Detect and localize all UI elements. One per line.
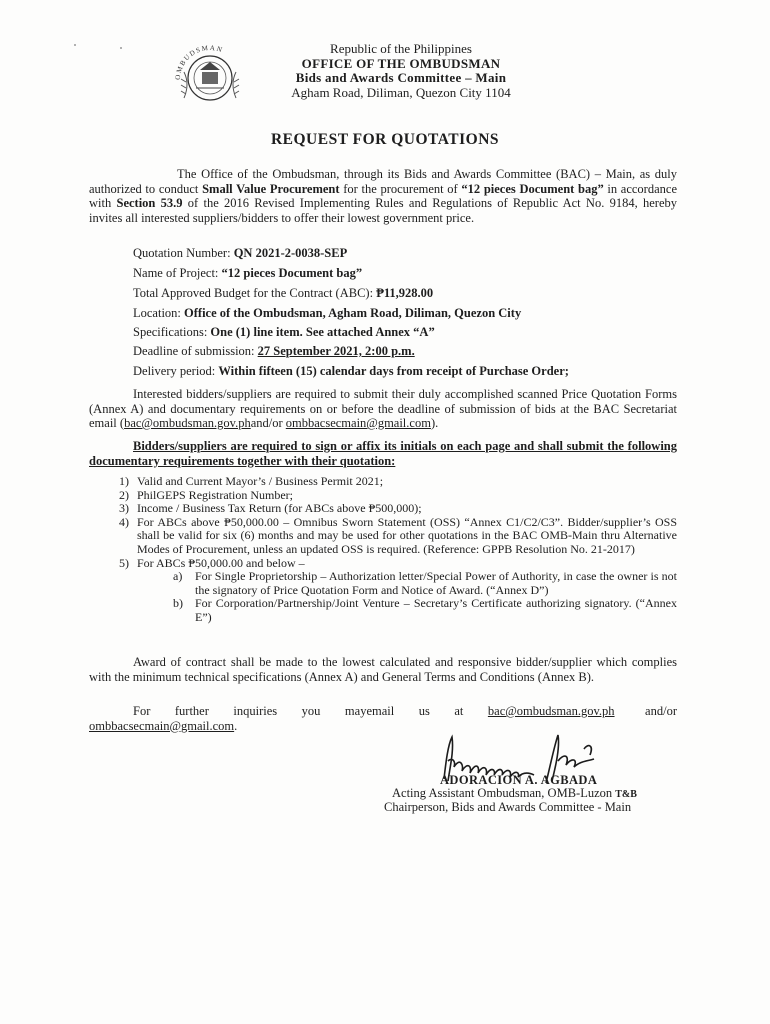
sub-list-item-letter: b)	[173, 596, 183, 611]
document-title: REQUEST FOR QUOTATIONS	[270, 131, 500, 148]
list-item	[119, 557, 677, 571]
submission-paragraph	[89, 387, 677, 431]
detail-label: Specifications:	[133, 325, 211, 339]
sub-list-item-letter: a)	[173, 569, 183, 584]
detail-quotation-number	[133, 246, 693, 260]
letterhead-bac: Bids and Awards Committee – Main	[295, 70, 507, 85]
list-item-text: For ABCs ₱50,000.00 and below –	[137, 555, 305, 570]
signatory-name: ADORACION A. AGBADA	[440, 773, 598, 787]
list-item	[119, 516, 677, 557]
detail-label: Location:	[133, 306, 185, 320]
sub-list-item-text: For Single Proprietorship – Authorization letter/Special Power of Authority, in case the owner is not the signatory of Price Quotation Form and Notice of Award. (“Annex D”)	[195, 569, 677, 597]
award-paragraph	[89, 655, 677, 684]
list-item-text: Income / Business Tax Return (for ABCs above ₱500,000);	[137, 501, 422, 516]
detail-value: Office of the Ombudsman, Agham Road, Diliman, Quezon City	[184, 306, 522, 320]
list-item-number: 1)	[119, 474, 129, 488]
seal-text: OMBUDSMAN	[173, 43, 225, 81]
sub-list-item-text: For Corporation/Partnership/Joint Venture – Secretary’s Certificate authorizing signatory. (“Annex E”)	[195, 596, 677, 624]
detail-location	[133, 306, 693, 320]
signatory-chair: Chairperson, Bids and Awards Committee - Main	[384, 800, 632, 814]
detail-label: Delivery period:	[133, 364, 219, 378]
award-text: Award of contract shall be made to the lowest calculated and responsive bidder/supplier which complies with the minimum technical specifications (Annex A) and General Terms and Conditions (Annex B).	[89, 655, 677, 684]
bac-email-link[interactable]: bac@ombudsman.gov.ph	[124, 416, 251, 430]
detail-project-name	[133, 266, 693, 280]
intro-procurement-mode: Small Value Procurement	[202, 181, 340, 196]
scan-speck	[74, 44, 76, 46]
detail-label: Total Approved Budget for the Contract (ABC):	[133, 286, 377, 300]
list-item-number: 3)	[119, 501, 129, 516]
detail-deadline	[133, 344, 693, 358]
inquiries-end: .	[234, 718, 238, 733]
scan-speck	[120, 47, 122, 49]
intro-section: Section 53.9	[116, 196, 183, 210]
intro-project-name: “12 pieces Document bag”	[461, 181, 604, 196]
list-item	[119, 502, 677, 516]
detail-value: 27 September 2021, 2:00 p.m.	[257, 344, 415, 358]
signatory-initials: T&B	[615, 789, 637, 800]
letterhead	[256, 42, 546, 100]
requirements-heading	[89, 439, 677, 468]
sub-list-item	[173, 570, 677, 597]
detail-value: One (1) line item. See attached Annex “A”	[210, 325, 435, 339]
detail-value: ₱11,928.00	[376, 286, 434, 300]
list-item-number: 2)	[119, 487, 129, 502]
submission-text: Interested bidders/suppliers are required to submit their duly accomplished scanned Price Quotation Forms (Annex A) and documentary requirements on or before the deadline of submission of bids at the BAC Secretariat email (	[89, 387, 677, 430]
detail-abc	[133, 286, 693, 300]
detail-label: Quotation Number:	[133, 246, 234, 260]
inquiries-and-or: and/or	[614, 704, 677, 718]
list-item-number: 5)	[119, 555, 129, 570]
ombudsman-seal-icon	[166, 40, 254, 110]
detail-value: QN 2021-2-0038-SEP	[233, 246, 348, 260]
intro-text-3: in accordance with	[89, 181, 677, 210]
detail-delivery-period	[133, 364, 693, 378]
detail-label: Name of Project:	[133, 266, 222, 280]
detail-label: Deadline of submission:	[133, 344, 258, 358]
requirements-heading-text: Bidders/suppliers are required to sign or affix its initials on each page and shall submit the following documentary requirements together with their quotation:	[89, 439, 677, 468]
signatory-position	[392, 786, 637, 801]
list-item-text: For ABCs above ₱50,000.00 – Omnibus Sworn Statement (OSS) “Annex C1/C2/C3”. Bidder/supplier’s OSS shall be valid for six (6) months and may be used for other quotations in the BAC OMB-Main thru Alternative Modes of Procurement, unless an updated OSS is required. (Reference: GPPB Resolution No. 21-2017)	[137, 514, 677, 556]
letterhead-office: OFFICE OF THE OMBUDSMAN	[301, 55, 501, 71]
submission-and-or: and/or	[250, 416, 286, 430]
intro-text-1: The Office of the Ombudsman, through its Bids and Awards Committee (BAC) – Main, as duly authorized to conduct	[89, 167, 677, 196]
sub-list-item	[173, 597, 677, 624]
bac-email-link[interactable]: bac@ombudsman.gov.ph	[487, 704, 615, 718]
letterhead-address: Agham Road, Diliman, Quezon City 1104	[291, 84, 511, 100]
intro-text-4: of the 2016 Revised Implementing Rules and Regulations of Republic Act No. 9184, hereby invites all interested suppliers/bidders to offer their lowest government price.	[89, 196, 677, 225]
list-item-text: Valid and Current Mayor’s / Business Permit 2021;	[137, 474, 384, 488]
detail-value: Within fifteen (15) calendar days from receipt of Purchase Order;	[218, 364, 569, 378]
intro-paragraph	[89, 167, 677, 225]
submission-end: ).	[430, 416, 439, 430]
ombbacsecmain-email-link[interactable]: ombbacsecmain@gmail.com	[89, 718, 235, 733]
list-item-text: PhilGEPS Registration Number;	[137, 487, 293, 502]
signatory-position-text: Acting Assistant Ombudsman, OMB-Luzon	[392, 786, 613, 800]
list-item-number: 4)	[119, 514, 129, 529]
detail-specifications	[133, 325, 693, 339]
ombbacsecmain-email-link[interactable]: ombbacsecmain@gmail.com	[285, 416, 431, 430]
intro-text-2: for the procurement of	[339, 181, 462, 196]
letterhead-republic: Republic of the Philippines	[330, 41, 472, 56]
inquiries-paragraph	[89, 704, 677, 733]
list-item	[119, 475, 677, 489]
list-item	[119, 489, 677, 503]
requirements-list	[89, 475, 677, 625]
detail-value: “12 pieces Document bag”	[221, 266, 363, 280]
signature-block	[380, 735, 680, 825]
inquiries-text: For further inquiries you mayemail us at	[133, 704, 488, 718]
